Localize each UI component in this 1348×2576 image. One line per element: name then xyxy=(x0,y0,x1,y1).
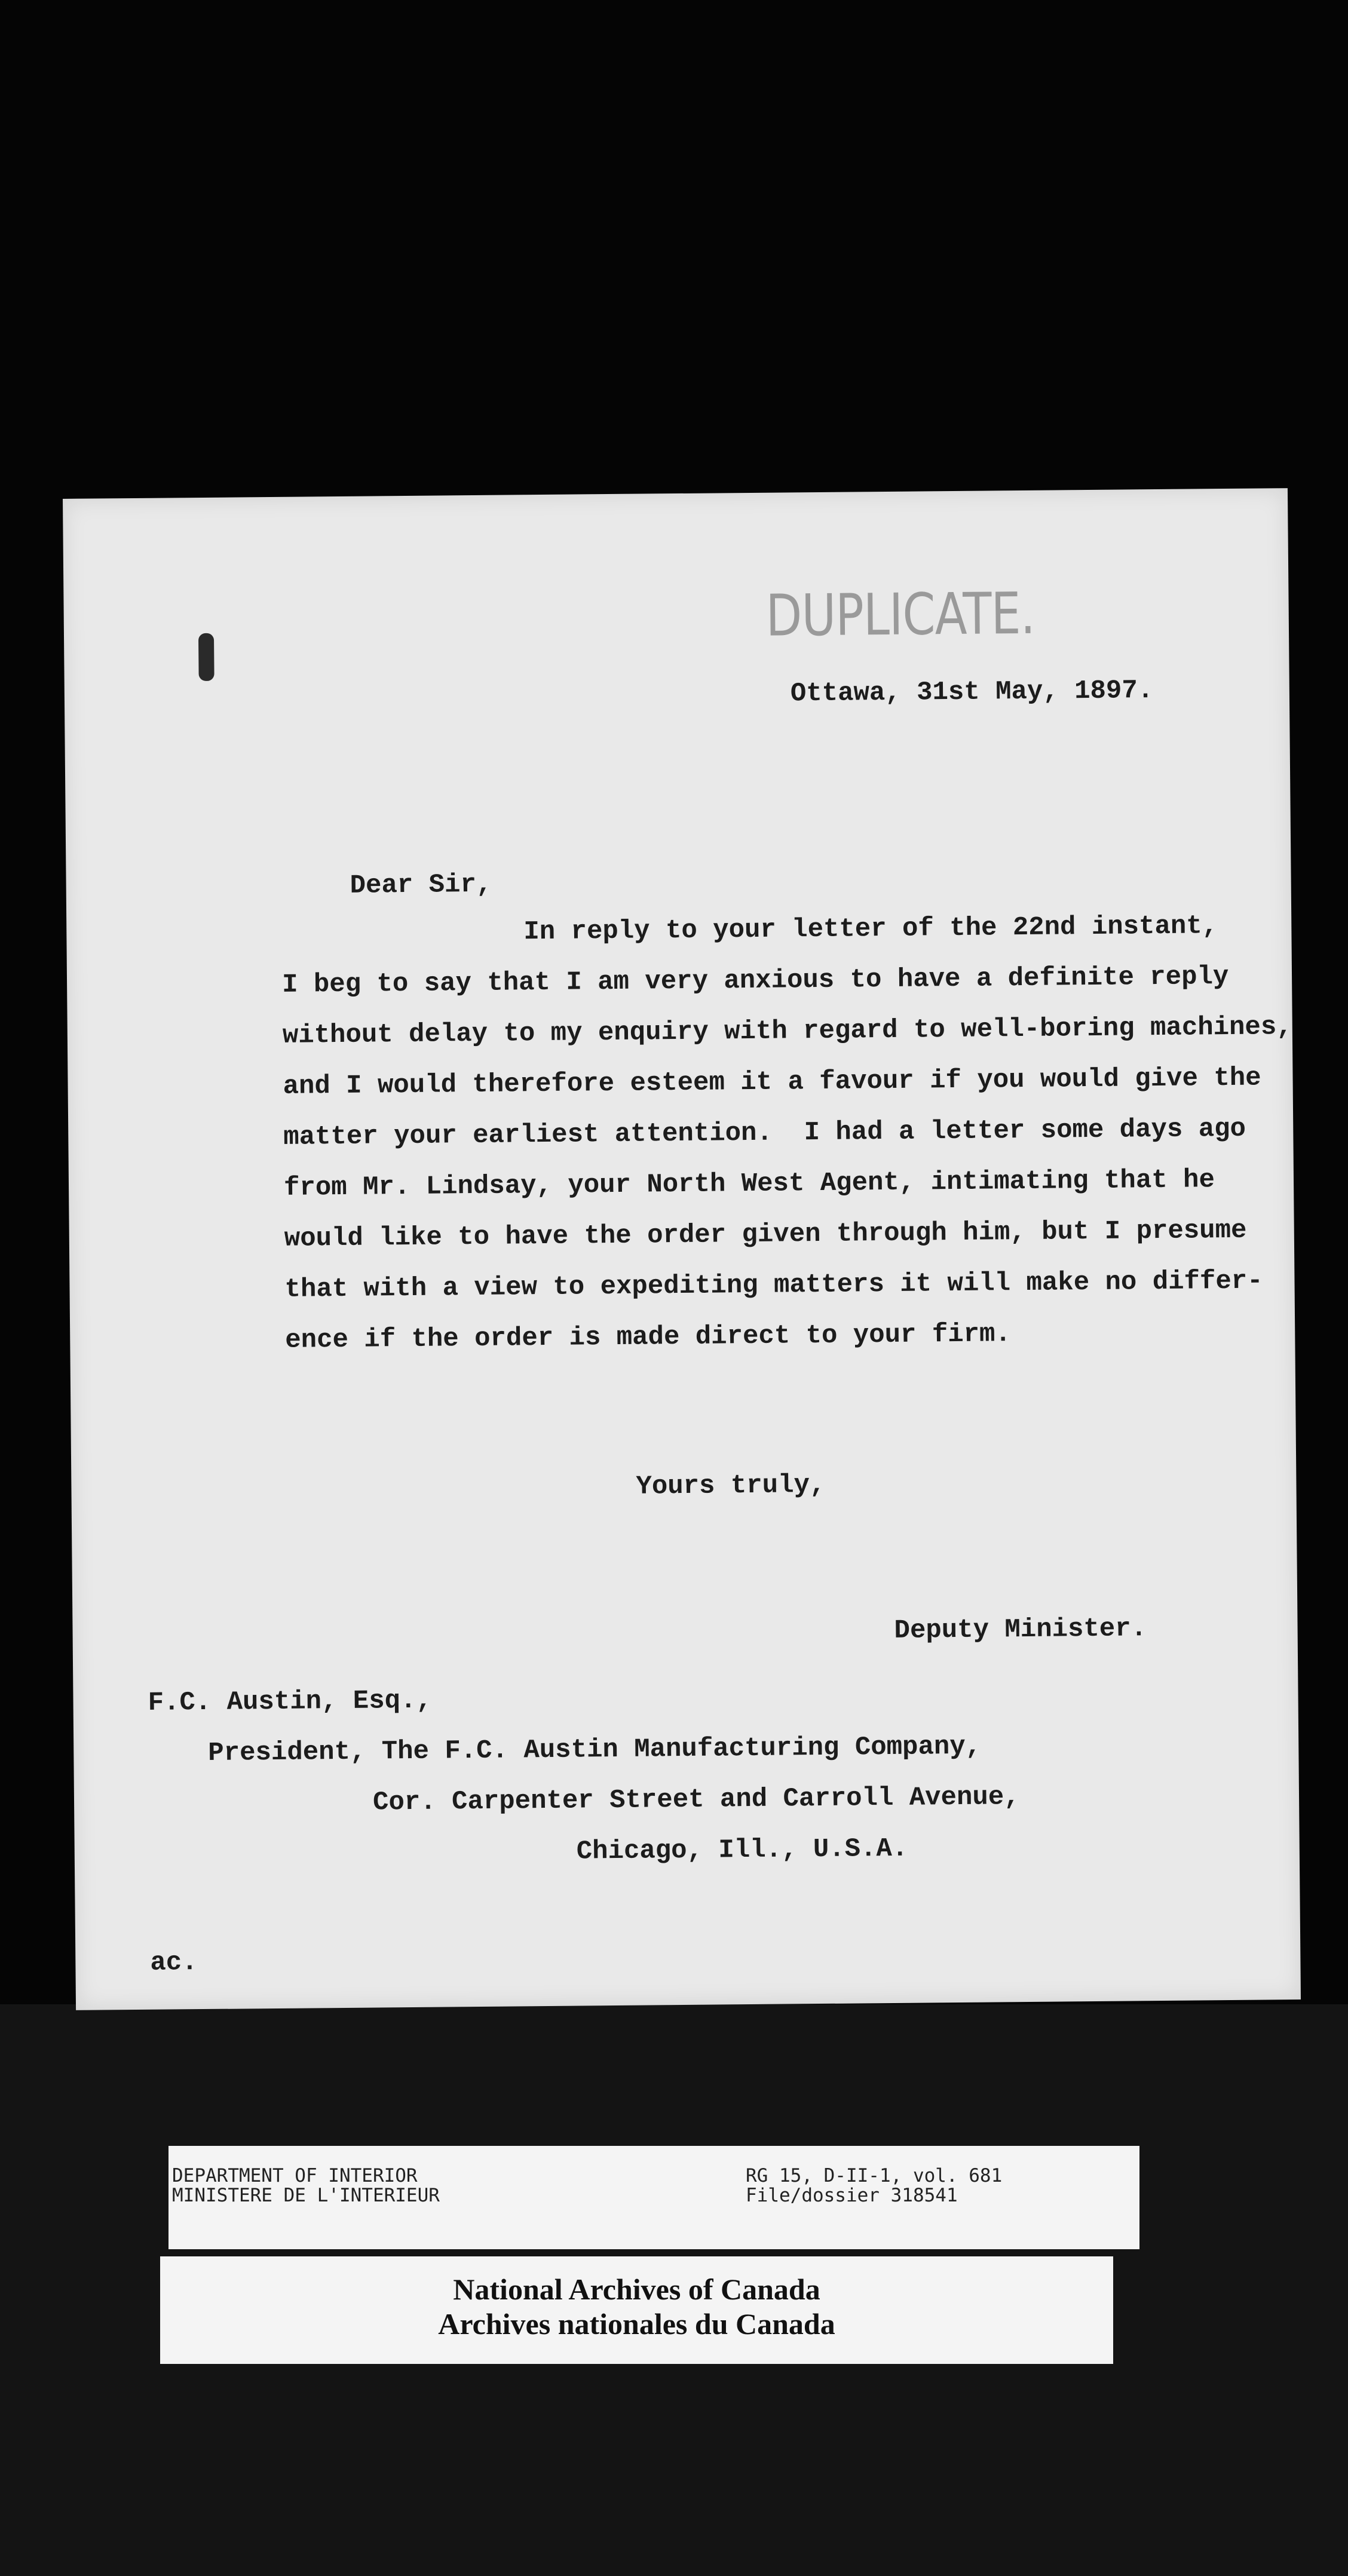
department-english: DEPARTMENT OF INTERIOR xyxy=(172,2165,418,2186)
punch-hole xyxy=(198,633,215,681)
archives-french: Archives nationales du Canada xyxy=(438,2307,835,2341)
body-line: ence if the order is made direct to your firm. xyxy=(285,1319,1012,1356)
body-line: without delay to my enquiry with regard to well-boring machines, xyxy=(282,1012,1292,1051)
signature-title: Deputy Minister. xyxy=(894,1614,1147,1646)
recipient-street: Cor. Carpenter Street and Carroll Avenue, xyxy=(372,1782,1020,1818)
archive-reference-label xyxy=(168,2146,1139,2249)
archives-english: National Archives of Canada xyxy=(453,2273,820,2306)
closing: Yours truly, xyxy=(636,1470,826,1502)
body-line: that with a view to expediting matters it will make no differ- xyxy=(284,1266,1263,1305)
typist-initials: ac. xyxy=(150,1948,198,1978)
salutation: Dear Sir, xyxy=(350,869,492,901)
body-line: In reply to your letter of the 22nd instant, xyxy=(523,911,1218,947)
body-line: I beg to say that I am very anxious to have a definite reply xyxy=(281,962,1229,1000)
recipient-title: President, The F.C. Austin Manufacturing Company, xyxy=(208,1731,982,1768)
letter-date: Ottawa, 31st May, 1897. xyxy=(790,676,1154,709)
archives-banner xyxy=(160,2256,1113,2364)
file-number: File/dossier 318541 xyxy=(746,2185,958,2206)
recipient-city: Chicago, Ill., U.S.A. xyxy=(576,1833,908,1867)
body-line: matter your earliest attention. I had a letter some days ago xyxy=(283,1114,1246,1152)
body-line: from Mr. Lindsay, your North West Agent, intimating that he xyxy=(283,1165,1215,1203)
recipient-name: F.C. Austin, Esq., xyxy=(148,1685,433,1718)
body-line: would like to have the order given through him, but I presume xyxy=(284,1215,1247,1254)
duplicate-stamp: DUPLICATE. xyxy=(765,579,1035,649)
body-line: and I would therefore esteem it a favour if you would give the xyxy=(283,1063,1261,1102)
record-group-reference: RG 15, D-II-1, vol. 681 xyxy=(746,2165,1003,2186)
letter-page xyxy=(63,488,1301,2010)
department-french: MINISTERE DE L'INTERIEUR xyxy=(172,2185,440,2206)
